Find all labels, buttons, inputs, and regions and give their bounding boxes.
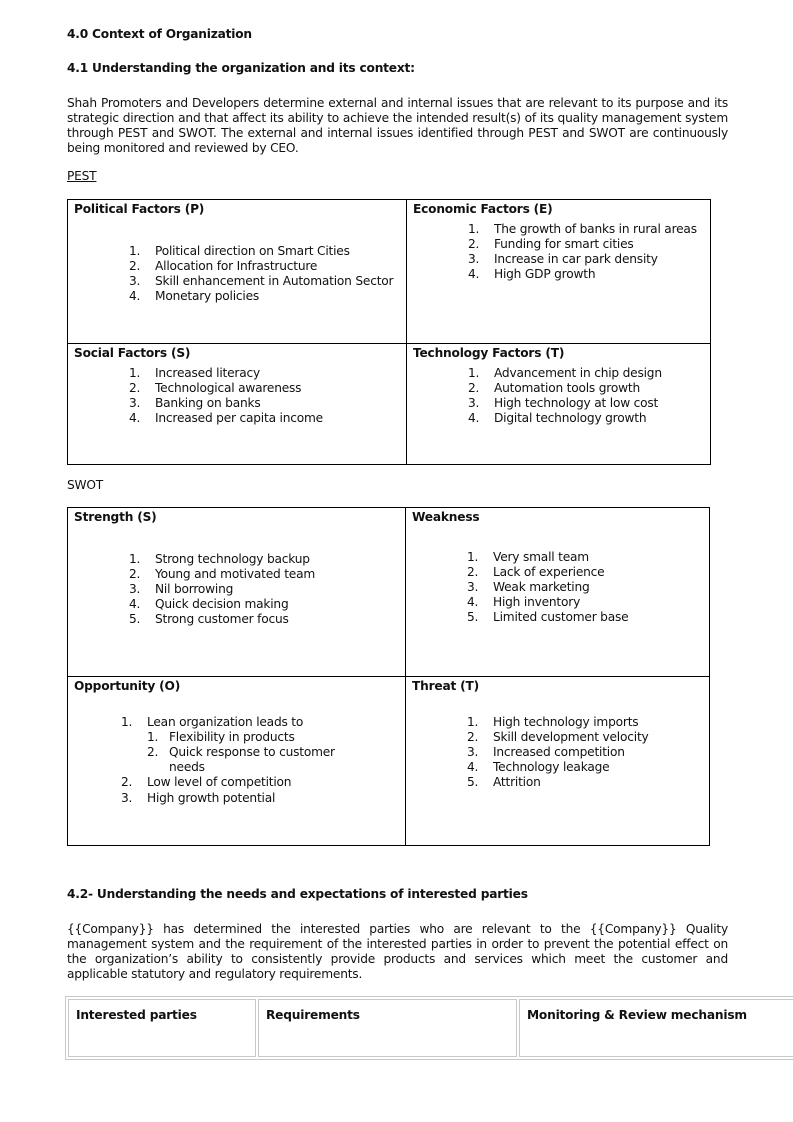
list-number: 4. — [467, 595, 479, 609]
list-number: 1. — [129, 244, 141, 258]
swot-strength-cell — [68, 508, 406, 677]
list-item — [129, 411, 400, 426]
list-number: 2. — [468, 381, 480, 395]
list-number: 5. — [129, 612, 141, 626]
list-item — [129, 366, 400, 381]
list-number: 1. — [129, 552, 141, 566]
list-number: 4. — [468, 267, 480, 281]
list-number: 5. — [467, 610, 479, 624]
threat-list — [467, 715, 703, 790]
list-text: Nil borrowing — [155, 582, 234, 596]
list-text: High technology imports — [493, 715, 639, 729]
list-text: Young and motivated team — [155, 567, 316, 581]
header-requirements: Requirements — [258, 999, 517, 1057]
list-item — [467, 595, 703, 610]
list-number: 3. — [129, 396, 141, 410]
list-text: Flexibility in products — [169, 730, 295, 744]
list-item — [129, 612, 399, 627]
list-text: Lack of experience — [493, 565, 605, 579]
list-number: 2. — [467, 730, 479, 744]
political-list — [129, 244, 400, 304]
strength-list — [129, 552, 399, 627]
list-item — [467, 580, 703, 595]
list-text: Political direction on Smart Cities — [155, 244, 350, 258]
list-text: Strong customer focus — [155, 612, 289, 626]
list-item — [468, 267, 704, 282]
interested-parties-table — [65, 996, 793, 1060]
list-item — [129, 552, 399, 567]
list-number: 1. — [468, 366, 480, 380]
list-item — [129, 582, 399, 597]
strength-title: Strength (S) — [74, 510, 157, 524]
political-title: Political Factors (P) — [74, 202, 205, 216]
opportunity-list — [121, 715, 399, 806]
list-text: Strong technology backup — [155, 552, 310, 566]
list-number: 2. — [467, 565, 479, 579]
list-item — [467, 610, 703, 625]
list-text: Weak marketing — [493, 580, 590, 594]
opportunity-title: Opportunity (O) — [74, 679, 181, 693]
list-number: 2. — [129, 259, 141, 273]
list-item — [467, 775, 703, 790]
list-number: 2. — [129, 567, 141, 581]
list-number: 3. — [129, 582, 141, 596]
list-item — [467, 715, 703, 730]
list-number: 1. — [129, 366, 141, 380]
list-item — [468, 237, 704, 252]
list-item — [129, 567, 399, 582]
list-item — [129, 396, 400, 411]
list-item — [468, 252, 704, 267]
list-number: 2. — [468, 237, 480, 251]
section-title: 4.0 Context of Organization — [67, 27, 252, 41]
list-number: 4. — [468, 411, 480, 425]
list-item — [129, 244, 400, 259]
list-item: 3. High growth potential — [121, 791, 276, 805]
list-text: High technology at low cost — [494, 396, 659, 410]
list-text: Quick decision making — [155, 597, 289, 611]
list-text: Very small team — [493, 550, 589, 564]
swot-weakness-cell — [406, 508, 710, 677]
list-number: 4. — [129, 411, 141, 425]
pest-social-cell — [68, 344, 407, 465]
paragraph-4-1: Shah Promoters and Developers determine external and internal issues that are relevant to its purpose and its strategic direction and that affect its ability to achieve the intended result(s) of its quality management system through PEST and SWOT. The external and internal issues identified through PEST and SWOT are continuously being monitored and reviewed by CEO. — [67, 96, 728, 155]
economic-list — [468, 222, 704, 282]
swot-table — [67, 507, 710, 846]
list-number: 1. — [467, 550, 479, 564]
list-text: Allocation for Infrastructure — [155, 259, 318, 273]
list-item — [467, 730, 703, 745]
list-number: 2. — [147, 745, 159, 759]
swot-label: SWOT — [67, 478, 104, 492]
list-number: 3. — [129, 274, 141, 288]
list-item — [467, 550, 703, 565]
list-text: High GDP growth — [494, 267, 596, 281]
list-item — [468, 411, 704, 426]
list-number: 3. — [468, 252, 480, 266]
list-text: Funding for smart cities — [494, 237, 634, 251]
list-item — [147, 730, 347, 745]
list-item — [468, 366, 704, 381]
list-item — [129, 259, 400, 274]
weakness-list — [467, 550, 703, 625]
opportunity-sublist — [147, 730, 347, 775]
swot-opportunity-cell — [68, 677, 406, 846]
list-number: 3. — [467, 745, 479, 759]
list-item — [467, 565, 703, 580]
list-text: The growth of banks in rural areas — [494, 222, 697, 236]
list-number: 4. — [129, 597, 141, 611]
list-number: 1. — [147, 730, 159, 744]
list-text: Digital technology growth — [494, 411, 647, 425]
list-text: Skill enhancement in Automation Sector — [155, 274, 394, 288]
list-item — [129, 289, 400, 304]
list-item: 1. Lean organization leads to — [121, 715, 304, 729]
paragraph-4-2: {{Company}} has determined the interested parties who are relevant to the {{Company}} Quality management system and the requirement of the interested parties in order to prevent the potential effect on the organization’s ability to consistently provide products and services which meet the customer and applicable statutory and regulatory requirements. — [67, 922, 728, 981]
list-number: 1. — [467, 715, 479, 729]
list-text: Attrition — [493, 775, 541, 789]
list-item — [129, 597, 399, 612]
heading-4-1: 4.1 Understanding the organization and its context: — [67, 61, 415, 75]
list-text: Limited customer base — [493, 610, 629, 624]
list-item — [147, 745, 347, 775]
pest-label: PEST — [67, 169, 97, 183]
list-number: 1. — [468, 222, 480, 236]
list-item — [129, 274, 400, 289]
list-text: Increased per capita income — [155, 411, 323, 425]
pest-political-cell — [68, 200, 407, 344]
threat-title: Threat (T) — [412, 679, 480, 693]
list-text: Banking on banks — [155, 396, 261, 410]
list-text: Automation tools growth — [494, 381, 640, 395]
technology-title: Technology Factors (T) — [413, 346, 565, 360]
swot-threat-cell — [406, 677, 710, 846]
list-item — [467, 745, 703, 760]
list-item: 2. Low level of competition — [121, 775, 292, 789]
list-number: 4. — [467, 760, 479, 774]
list-text: Technology leakage — [493, 760, 610, 774]
list-item — [129, 381, 400, 396]
header-monitoring-review: Monitoring & Review mechanism — [519, 999, 793, 1057]
list-item — [468, 396, 704, 411]
list-text: Monetary policies — [155, 289, 260, 303]
list-text: High inventory — [493, 595, 581, 609]
list-text: Technological awareness — [155, 381, 302, 395]
list-number: 3. — [467, 580, 479, 594]
list-text: Advancement in chip design — [494, 366, 662, 380]
economic-title: Economic Factors (E) — [413, 202, 553, 216]
weakness-title: Weakness — [412, 510, 480, 524]
list-item-with-sublist — [121, 730, 399, 775]
list-item — [468, 381, 704, 396]
pest-economic-cell — [407, 200, 711, 344]
list-item — [467, 760, 703, 775]
technology-list — [468, 366, 704, 426]
list-text: Increased literacy — [155, 366, 261, 380]
pest-technology-cell — [407, 344, 711, 465]
list-text: Increase in car park density — [494, 252, 658, 266]
list-number: 2. — [129, 381, 141, 395]
list-number: 5. — [467, 775, 479, 789]
heading-4-2: 4.2- Understanding the needs and expectations of interested parties — [67, 887, 528, 901]
social-list — [129, 366, 400, 426]
list-text: Increased competition — [493, 745, 625, 759]
list-item — [468, 222, 704, 237]
list-text: Quick response to customer needs — [169, 745, 335, 774]
list-number: 4. — [129, 289, 141, 303]
header-interested-parties: Interested parties — [68, 999, 256, 1057]
social-title: Social Factors (S) — [74, 346, 191, 360]
pest-table — [67, 199, 711, 465]
list-number: 3. — [468, 396, 480, 410]
list-text: Skill development velocity — [493, 730, 649, 744]
